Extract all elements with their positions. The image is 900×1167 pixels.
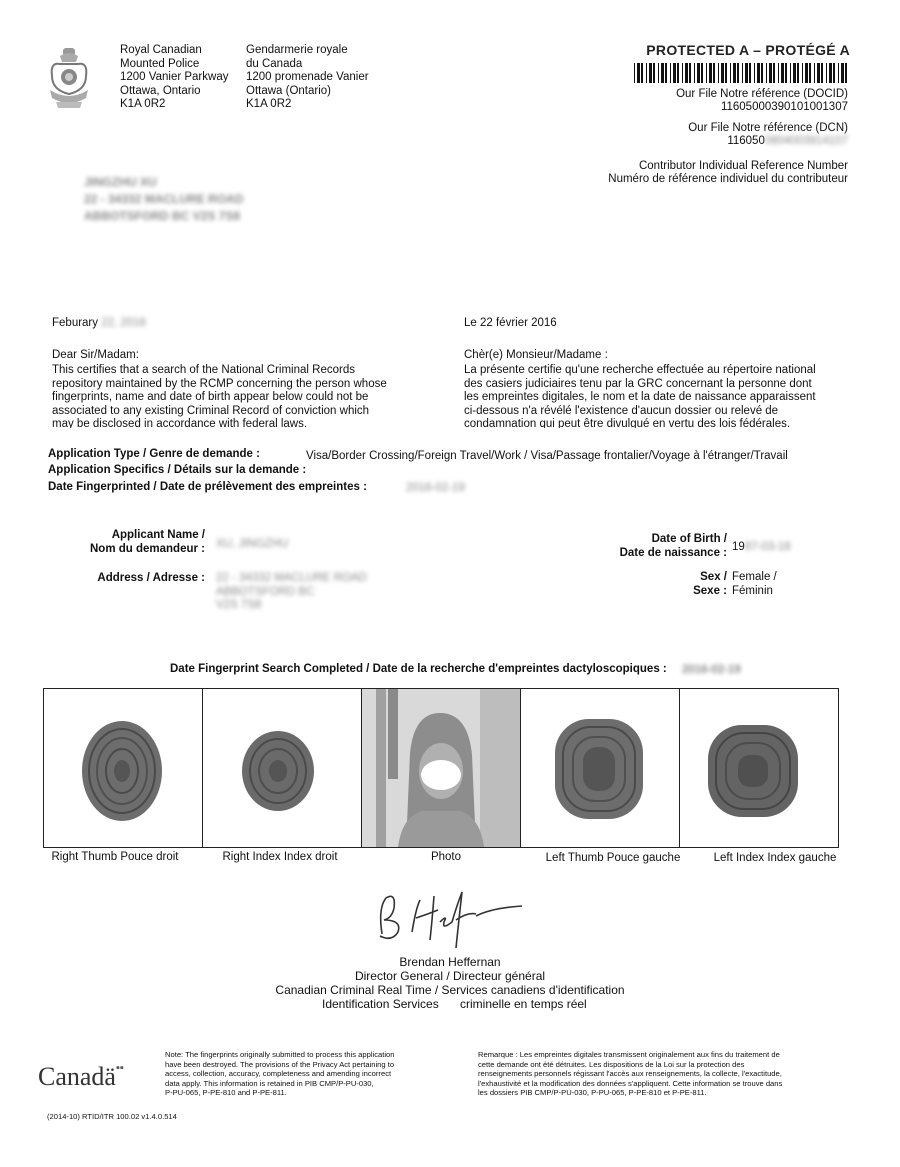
caption-photo: Photo	[430, 851, 462, 863]
signatory-unit-en-2: Identification Services	[322, 997, 439, 1011]
barcode-bar	[805, 63, 808, 83]
caption-right-thumb: Right Thumb Pouce droit	[51, 851, 179, 863]
salutation-fr: Chèr(e) Monsieur/Madame :	[464, 349, 608, 361]
rcmp-crest-icon	[46, 46, 92, 112]
search-completed-value: 2016-02-19	[682, 664, 741, 676]
barcode-bar	[766, 63, 767, 83]
date-fingerprinted-value: 2016-02-19	[406, 482, 465, 494]
application-type-label: Application Type / Genre de demande :	[48, 448, 260, 460]
barcode-bar	[725, 63, 727, 83]
barcode-bar	[761, 63, 763, 83]
application-specifics-label: Application Specifics / Détails sur la demande :	[48, 464, 307, 476]
form-id: (2014-10) RTID/ITR 100.02 v1.4.0.514	[47, 1112, 177, 1121]
signatory-unit-fr-1: Services canadiens d'identification	[441, 983, 625, 997]
sex-value: Female / Féminin	[732, 571, 777, 597]
file-docid-label: Our File Notre référence (DOCID)	[676, 88, 848, 100]
barcode-bar	[785, 63, 787, 83]
address-label: Address / Adresse :	[97, 572, 205, 584]
sex-label: Sex / Sexe :	[693, 571, 727, 597]
footer-note-en: Note: The fingerprints originally submitted to process this application have been destroyed. The provisions of the Privacy Act pertaining to access, collection, accuracy, completeness and amending incorrect data apply. This information is retained in PIB CMP/P-PU-030, P-PU-065, P-PE-810 and P-PE-811.	[165, 1050, 395, 1098]
caption-left-index: Left Index Index gauche	[713, 852, 837, 864]
barcode-bar	[826, 63, 827, 83]
barcode-bar	[694, 63, 695, 83]
barcode-bar	[737, 63, 739, 83]
application-type-value: Visa/Border Crossing/Foreign Travel/Work / Visa/Passage frontalier/Voyage à l'étranger/Travail	[306, 450, 788, 462]
barcode-bar	[781, 63, 784, 83]
barcode-bar	[646, 63, 647, 83]
barcode-bar	[790, 63, 791, 83]
address-value: 22 - 34332 MACLURE ROAD ABBOTSFORD BC V2S 7S8	[216, 572, 367, 611]
barcode	[634, 63, 850, 83]
dob-redacted: 87-03-18	[744, 541, 791, 553]
barcode-bar	[845, 63, 847, 83]
caption-right-index: Right Index Index droit	[222, 851, 338, 863]
file-docid-value: 11605000390101001307	[720, 101, 848, 113]
salutation-en: Dear Sir/Madam:	[52, 349, 139, 361]
barcode-bar	[749, 63, 751, 83]
barcode-bar	[706, 63, 707, 83]
barcode-bar	[733, 63, 736, 83]
barcode-bar	[685, 63, 688, 83]
barcode-bar	[713, 63, 715, 83]
barcode-bar	[793, 63, 796, 83]
signatory-unit-fr-2: criminelle en temps réel	[460, 997, 587, 1011]
file-dcn-redacted: 0804003914107	[764, 135, 848, 147]
canada-wordmark-icon: Canadä▪▪	[38, 1062, 124, 1091]
barcode-bar	[661, 63, 664, 83]
barcode-bar	[797, 63, 799, 83]
dob-label: Date of Birth / Date de naissance :	[619, 533, 727, 559]
dob-value	[732, 541, 791, 555]
barcode-bar	[802, 63, 803, 83]
barcode-bar	[689, 63, 691, 83]
date-fingerprinted-label: Date Fingerprinted / Date de prélèvement des empreintes :	[48, 481, 367, 493]
barcode-bar	[745, 63, 748, 83]
letter-body-en: This certifies that a search of the National Criminal Records repository maintained by the RCMP concerning the person whose fingerprints, name and date of birth appear below could not be associated to any existing Criminal Record of conviction which may be disclosed in accordance with federal laws.	[52, 364, 387, 428]
letter-date-en-prefix: Feburary	[52, 317, 99, 329]
recipient-address: JINGZHU XU 22 - 34332 MACLURE ROAD ABBOTSFORD BC V2S 7S8	[84, 175, 244, 223]
barcode-bar	[833, 63, 835, 83]
barcode-bar	[754, 63, 755, 83]
left-index-print	[679, 688, 839, 848]
signatory-unit-en-1: Canadian Criminal Real Time /	[275, 983, 442, 997]
barcode-bar	[658, 63, 659, 83]
signatory-block	[250, 955, 650, 997]
file-dcn-label: Our File Notre référence (DCN)	[688, 122, 848, 134]
letter-date-en-redacted: 22, 2016	[101, 317, 146, 329]
search-completed-label: Date Fingerprint Search Completed / Date de la recherche d'empreintes dactyloscopiques :	[170, 663, 667, 675]
barcode-bar	[677, 63, 679, 83]
barcode-bar	[817, 63, 820, 83]
barcode-bar	[778, 63, 779, 83]
barcode-bar	[682, 63, 683, 83]
barcode-bar	[742, 63, 743, 83]
barcode-bar	[838, 63, 839, 83]
protected-label: PROTECTED A – PROTÉGÉ A	[646, 42, 850, 58]
caption-left-thumb: Left Thumb Pouce gauche	[545, 852, 681, 864]
signature-graphic	[372, 878, 528, 954]
barcode-bar	[709, 63, 712, 83]
signatory-name: Brendan Heffernan	[399, 955, 501, 969]
barcode-bar	[821, 63, 823, 83]
barcode-bar	[653, 63, 655, 83]
barcode-bar	[701, 63, 703, 83]
barcode-bar	[697, 63, 700, 83]
file-dcn-value	[727, 135, 848, 149]
barcode-bar	[649, 63, 652, 83]
applicant-photo	[361, 688, 521, 848]
barcode-bar	[670, 63, 671, 83]
barcode-bar	[814, 63, 815, 83]
org-address-fr: Gendarmerie royale du Canada 1200 promenade Vanier Ottawa (Ontario) K1A 0R2	[246, 44, 369, 110]
left-thumb-print	[520, 688, 680, 848]
file-dcn-prefix: 116050	[727, 135, 765, 147]
barcode-bar	[637, 63, 640, 83]
barcode-bar	[769, 63, 772, 83]
dob-prefix: 19	[732, 541, 745, 553]
barcode-bar	[841, 63, 844, 83]
barcode-bar	[721, 63, 724, 83]
org-address-en: Royal Canadian Mounted Police 1200 Vanier Parkway Ottawa, Ontario K1A 0R2	[120, 44, 229, 110]
barcode-bar	[673, 63, 676, 83]
letter-date-fr: Le 22 février 2016	[464, 317, 557, 329]
letter-date-en	[52, 317, 146, 331]
barcode-bar	[718, 63, 719, 83]
footer-note-fr: Remarque : Les empreintes digitales transmissent originalement aux fins du traitement de cette demande ont été détruites. Les dispositions de la Loi sur la protection des renseignements personnels régissant l'accès aux renseignements, la collecte, l'exactitude, l'exhaustivité et la modification des données s'appliquent. Cette information se trouve dans les dossiers PIB CMP/P-PU-030, P-PU-065, P-PE-810 et P-PE-811.	[478, 1050, 783, 1098]
barcode-bar	[757, 63, 760, 83]
applicant-name-label: Applicant Name / Nom du demandeur :	[89, 529, 205, 555]
barcode-bar	[730, 63, 731, 83]
barcode-bar	[634, 63, 635, 83]
applicant-name-value: XU, JINGZHU	[216, 538, 289, 550]
contributor-label-en: Contributor Individual Reference Number	[638, 160, 848, 172]
contributor-label-fr: Numéro de référence individuel du contributeur	[608, 173, 848, 185]
barcode-bar	[641, 63, 643, 83]
barcode-bar	[773, 63, 775, 83]
right-index-print	[202, 688, 362, 848]
signatory-title: Director General / Directeur général	[354, 969, 546, 983]
right-thumb-print	[43, 688, 203, 848]
canada-wordmark-text: Canadä	[38, 1062, 116, 1091]
barcode-bar	[665, 63, 667, 83]
barcode-bar	[829, 63, 832, 83]
signatory-unit-line-1	[250, 983, 650, 997]
letter-body-fr: La présente certifie qu'une recherche effectuée au répertoire national des casiers judiciaires tenu par la GRC concernant la personne dont les empreintes digitales, le nom et la date de naissance apparaissent ci-dessous n'a révélé l'existence d'aucun dossier ou relevé de condamnation qui peut être divulgué en vertu des lois fédérales.	[464, 364, 816, 428]
barcode-bar	[809, 63, 811, 83]
